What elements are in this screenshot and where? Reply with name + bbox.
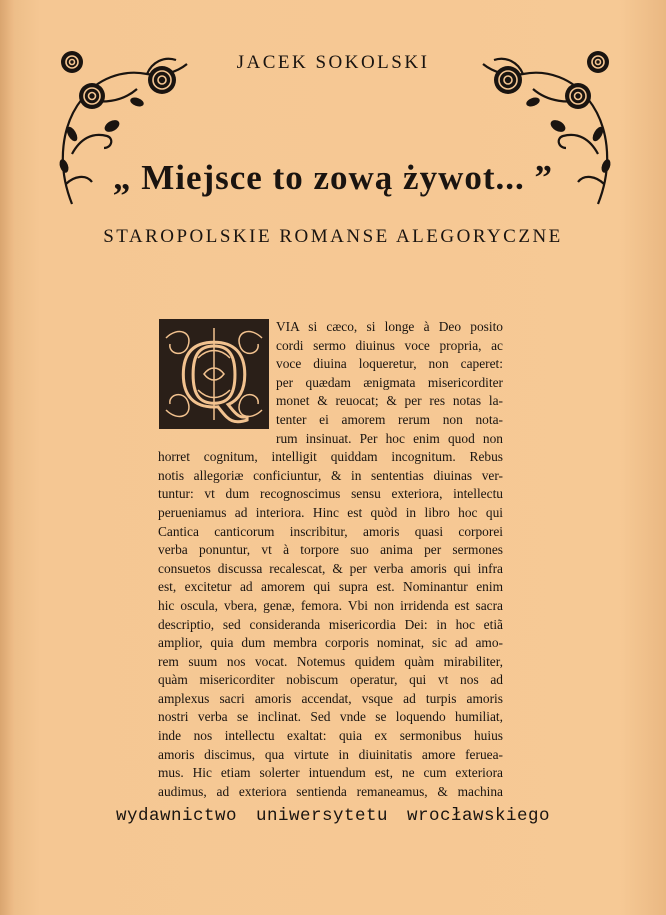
text-line: tuntur: vt dum recognoscimus sensu exteriora, intellectu <box>158 486 503 502</box>
text-line: per quædam ænigmata misericorditer <box>276 374 503 390</box>
decorated-initial-q-icon <box>158 318 270 430</box>
text-line: amoris discimus, qua virtute in diuinitatis amore ferueа- <box>158 746 503 762</box>
text-line: rem suum nos vocat. Notemus quidem quàm mirabiliter, <box>158 653 503 669</box>
text-line: Cantica canticorum inscribitur, amoris quasi corporei <box>158 523 503 539</box>
text-line: perueniamus ad interiora. Hinc est quòd in libro hoc qui <box>158 504 503 520</box>
text-line: consuetos discussa recalescat, & per verba amoris qui infra <box>158 560 503 576</box>
publisher-name: wydawnictwo uniwersytetu wrocławskiego <box>115 806 551 826</box>
book-subtitle: STAROPOLSKIE ROMANSE ALEGORYCZNE <box>103 226 563 247</box>
text-line: verba ponuntur, vt à torpore suo anima per sermones <box>158 542 503 558</box>
text-line: inde nos intellectu exaltat: quia ex sermonibus huius <box>158 728 503 744</box>
text-line: hic oscula, vbera, genæ, femora. Vbi non irridenda est sacra <box>158 597 503 613</box>
text-line: nostri verba se inclinat. Sed vnde se loquendo humiliat, <box>158 709 503 725</box>
text-line: quàm misericorditer nobiscum operatur, qui vt nos ad <box>158 672 503 688</box>
author-name: JACEK SOKOLSKI <box>236 52 430 73</box>
latin-text-block <box>158 318 503 801</box>
text-line: tenter ei amorem rerum non nota- <box>276 411 503 427</box>
text-line: voce diuina loqueretur, non caperet: <box>276 356 503 372</box>
text-line: audimus, ad exteriora sentienda remaneamus, & machina <box>158 783 503 799</box>
text-line: amplior, quia dum membra corporis nominat, sic ad amo- <box>158 635 503 651</box>
text-line: notis allegoriæ conficiuntur, & in sententias diuinas ver- <box>158 467 503 483</box>
text-line: rum insinuat. Per hoc enim quod non <box>276 430 503 446</box>
cover-edge <box>0 0 14 915</box>
text-line: cordi sermo diuinus voce propria, ac <box>276 337 503 353</box>
text-line: VIA si cæco, si longe à Deo posito <box>276 319 503 334</box>
text-line: horret cognitum, intelligit quiddam incognitum. Rebus <box>158 449 503 465</box>
text-line: mus. Hic etiam solerter intuendum est, ne cum exteriora <box>158 765 503 781</box>
text-line: est, excitetur ad amorem qui supra est. Nominantur enim <box>158 579 503 595</box>
text-line: amplexus sacri amoris accendat, vsque ad turpis amoris <box>158 690 503 706</box>
book-title: „ Miejsce to zową żywot... ” <box>112 158 554 197</box>
text-line: descriptio, sed consideranda misericordia Dei: in hoc etiã <box>158 616 503 632</box>
text-line: monet & reuocat; & per res notas la- <box>276 393 503 409</box>
initial-letter: Q <box>179 320 249 427</box>
